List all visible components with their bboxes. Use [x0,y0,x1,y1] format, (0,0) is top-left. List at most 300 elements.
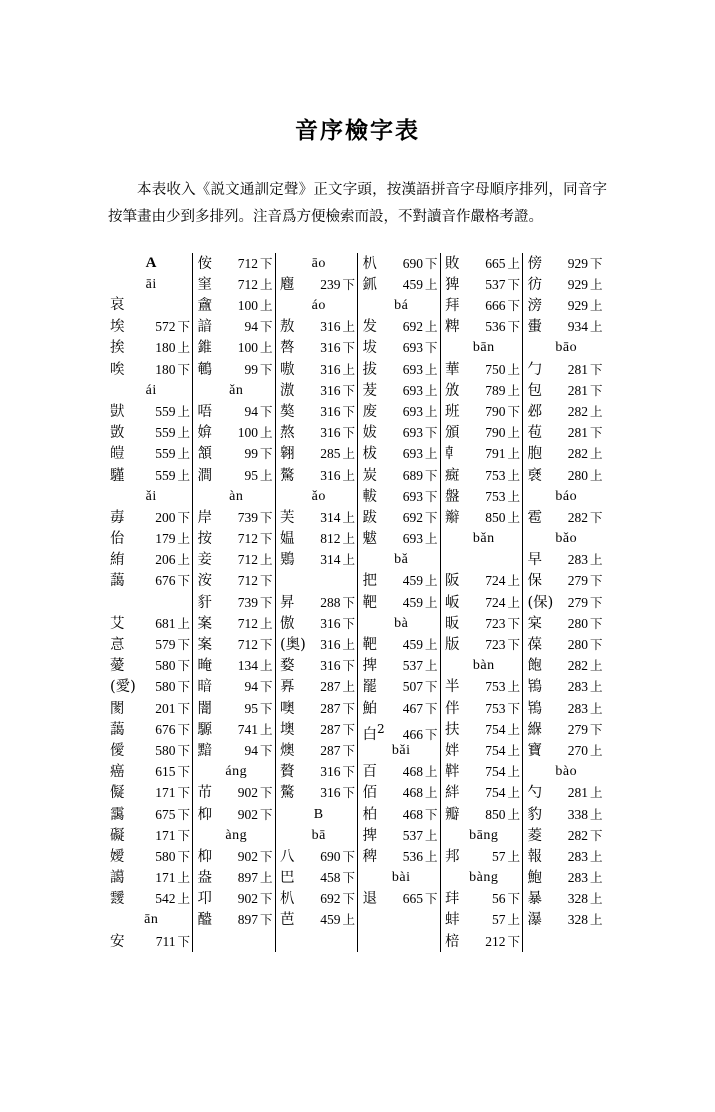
entry-character: 報 [527,848,542,865]
entry-page-position: 下 [259,446,273,462]
index-entry-row [527,443,605,464]
entry-page-number: 675 [155,806,176,822]
pinyin-heading [527,761,605,782]
entry-page-position: 上 [424,637,438,652]
entry-character: 皚 [110,446,125,463]
entry-character: 嬡 [110,848,125,865]
entry-page-number: 180 [155,340,176,356]
entry-character: 靉 [110,891,125,908]
index-entry-row [527,719,605,740]
pinyin-heading [280,253,358,274]
heading-label: bǎ [394,552,409,568]
entry-character: 粺 [444,319,460,336]
entry-page-position: 上 [589,806,603,822]
entry-character: 埃 [110,319,125,336]
entry-character: 華 [444,361,460,378]
entry-character: 毐 [110,509,125,526]
entry-character: 邲 [527,403,542,420]
entry-page-position: 下 [259,319,273,335]
index-entry-row [527,316,605,337]
entry-page-position: 下 [507,700,520,716]
pinyin-heading [280,486,358,507]
entry-character: 捭 [362,658,377,675]
entry-page-number: 459 [402,594,423,610]
entry-page-number: 316 [320,382,341,398]
index-entry-row [445,316,523,337]
entry-page-number: 559 [155,403,176,419]
index-entry-row [280,761,358,782]
entry-page-number: 468 [402,764,423,780]
index-entry-row [280,740,358,761]
entry-page-position: 上 [424,531,438,547]
index-entry-row [197,655,275,676]
entry-page-position: 上 [342,446,355,462]
entry-character: 敖 [279,319,295,336]
index-entry-row [280,507,358,528]
entry-page-number: 283 [567,552,588,568]
entry-character: 獒 [279,403,295,420]
entry-page-position: 下 [507,891,520,907]
entry-page-number: 314 [320,509,341,525]
entry-page-position: 下 [342,594,355,610]
entry-page-number: 580 [155,742,176,758]
index-entry-row [280,592,358,613]
index-entry-row [110,719,192,740]
entry-character: 胞 [527,446,542,463]
heading-label: bàng [469,870,499,886]
entry-character: 蚌 [444,912,460,929]
entry-character: 扶 [444,721,460,738]
entry-page-position: 下 [424,467,438,483]
entry-page-number: 283 [567,679,588,695]
index-entry-row [445,761,523,782]
index-entry-row [197,592,275,613]
index-entry-row [445,676,523,697]
entry-character: (保) [527,594,554,611]
entry-character: 婺 [279,658,295,675]
entry-page-position: 上 [507,573,520,589]
entry-page-number: 328 [567,912,588,928]
entry-page-position: 下 [342,785,355,801]
entry-character: 发 [362,319,377,336]
entry-character: 盤 [444,488,460,505]
pinyin-heading [527,486,605,507]
entry-character: 鴇 [527,700,542,717]
entry-character: 蟗 [527,319,542,336]
index-entry-row [197,443,275,464]
entry-page-position: 上 [177,425,190,441]
entry-page-position: 下 [177,319,190,335]
entry-page-number: 712 [237,552,258,568]
entry-page-position: 上 [589,467,603,483]
index-entry-row [110,825,192,846]
index-entry-row [362,804,440,825]
entry-page-position: 上 [424,361,438,377]
entry-page-number: 287 [320,700,341,716]
index-entry-row [280,274,358,295]
heading-label: bàn [472,658,495,674]
entry-page-position: 下 [342,891,355,907]
entry-page-number: 929 [567,276,588,292]
entry-character: 絠 [110,552,125,569]
entry-page-position: 下 [259,700,273,716]
entry-page-number: 99 [244,361,258,377]
index-entry-row [280,549,358,570]
entry-page-number: 739 [237,594,258,610]
entry-character: 岅 [444,594,460,611]
index-entry-row [197,507,275,528]
entry-page-position: 下 [177,806,190,822]
index-entry-row [197,359,275,380]
index-entry-row [110,676,192,697]
section-letter-heading [110,253,192,274]
entry-page-number: 572 [155,319,176,335]
entry-page-number: 458 [320,870,341,886]
entry-character: 熬 [279,425,295,442]
entry-page-number: 100 [237,340,258,356]
index-entry-row [280,401,358,422]
index-entry-row [527,253,605,274]
entry-page-position: 下 [424,679,438,695]
entry-page-position: 下 [342,615,355,631]
index-entry-row [280,867,358,888]
entry-page-position: 上 [507,594,520,610]
entry-page-number: 789 [485,382,506,398]
entry-page-position: 上 [177,446,190,462]
entry-page-position: 下 [177,827,190,843]
index-entry-row [197,295,275,316]
entry-character: 昄 [444,615,460,632]
entry-page-number: 282 [567,658,588,674]
entry-page-position: 下 [259,255,273,271]
index-entry-row [527,655,605,676]
entry-page-number: 754 [485,742,506,758]
entry-page-position: 下 [259,785,273,801]
entry-page-position: 下 [589,361,603,377]
entry-page-number: 280 [567,615,588,631]
index-entry-row [280,719,358,740]
entry-character: 拔 [362,361,377,378]
entry-page-number: 94 [244,679,258,695]
entry-page-number: 739 [237,509,258,525]
entry-page-position: 下 [507,276,520,292]
entry-page-position: 上 [424,594,438,610]
index-entry-row [362,316,440,337]
index-entry-row [362,888,440,909]
entry-character: 頒 [444,425,460,442]
entry-page-number: 467 [402,700,423,716]
heading-label: ǎo [311,488,326,504]
heading-label: āi [145,276,157,292]
entry-page-number: 559 [155,467,176,483]
entry-character: 捭 [362,827,377,844]
entry-page-position: 上 [177,403,190,419]
entry-page-number: 507 [402,679,423,695]
entry-page-position: 下 [424,255,438,271]
entry-page-number: 902 [237,891,258,907]
entry-page-number: 56 [491,891,506,907]
entry-page-position: 上 [424,446,438,462]
entry-page-number: 754 [485,764,506,780]
entry-page-number: 693 [402,361,423,377]
entry-page-position: 下 [177,848,190,864]
pinyin-heading [110,274,192,295]
entry-character: 芙 [279,509,295,526]
entry-page-number: 666 [485,298,506,313]
entry-page-number: 338 [567,806,588,822]
entry-page-position: 下 [342,870,355,886]
index-entry-row [527,782,605,803]
entry-page-position: 下 [507,637,520,652]
entry-character: 藹 [110,721,125,738]
entry-page-number: 692 [402,509,423,525]
index-entry-row [197,337,275,358]
entry-page-position: 上 [259,870,273,886]
entry-page-position: 下 [259,912,273,928]
entry-character: 芇 [197,785,212,802]
entry-page-position: 下 [342,658,355,674]
index-entry-row [197,804,275,825]
entry-character: 挨 [110,340,125,357]
entry-page-position: 上 [342,319,355,335]
entry-page-number: 929 [567,255,588,271]
entry-page-number: 180 [155,361,176,377]
entry-page-number: 281 [567,425,588,441]
entry-character: 靄 [110,806,125,823]
entry-page-number: 750 [485,361,506,377]
entry-page-position: 上 [259,658,273,674]
entry-page-number: 724 [485,573,506,589]
index-entry-row [527,698,605,719]
entry-character: 版 [444,637,460,653]
entry-page-position: 上 [259,276,273,292]
entry-page-number: 902 [237,785,258,801]
index-entry-row [197,676,275,697]
entry-page-position: 下 [177,573,190,589]
entry-page-position: 上 [424,848,438,864]
entry-character: 礙 [110,827,125,844]
entry-page-position: 上 [507,446,520,462]
heading-label: bǎo [555,531,578,547]
pinyin-heading [110,486,192,507]
index-entry-row [527,507,605,528]
index-entry-row [445,592,523,613]
entry-page-position: 上 [589,276,603,292]
entry-page-number: 280 [567,637,588,652]
pinyin-heading [197,380,275,401]
index-entry-row [110,316,192,337]
entry-page-number: 681 [155,615,176,631]
index-entry-row [445,846,523,867]
pinyin-heading [445,655,523,676]
entry-character: 洝 [197,573,212,590]
index-entry-row [197,782,275,803]
heading-label: àng [225,827,248,843]
entry-page-position: 下 [424,340,438,356]
entry-character: 晻 [197,658,212,675]
entry-page-number: 693 [402,531,423,547]
entry-page-number: 712 [237,255,258,271]
entry-page-number: 179 [155,531,176,547]
index-entry-row [527,380,605,401]
entry-character: 騵 [197,721,212,738]
index-entry-row [110,359,192,380]
index-entry-row [197,274,275,295]
entry-page-number: 723 [485,637,506,652]
index-entry-row [362,337,440,358]
entry-page-number: 536 [402,848,423,864]
entry-page-number: 753 [485,679,506,695]
entry-page-position: 上 [507,785,520,801]
index-entry-row [362,570,440,591]
entry-page-position: 下 [589,425,603,441]
index-entry-row [362,486,440,507]
heading-label: áng [225,764,248,780]
entry-page-position: 下 [589,509,603,525]
entry-page-position: 下 [507,298,520,313]
heading-label: ǎn [229,382,244,398]
entry-character: 朳 [362,255,377,272]
entry-page-position: 下 [259,509,273,525]
entry-character: 癌 [110,764,125,781]
index-entry-row [527,359,605,380]
index-entry-row [197,316,275,337]
entry-page-position: 下 [424,700,438,716]
entry-page-position: 下 [342,340,355,356]
entry-page-position: 上 [424,403,438,419]
entry-page-position: 下 [342,276,355,292]
pinyin-heading [362,613,440,634]
index-entry-row [445,295,523,316]
entry-page-position: 下 [342,403,355,419]
entry-page-number: 754 [485,785,506,801]
index-entry-row [197,549,275,570]
entry-character: 坺 [362,340,377,357]
entry-page-position: 上 [507,509,520,525]
index-entry-row [362,507,440,528]
entry-page-number: 897 [237,870,258,886]
index-entry-row [110,295,192,316]
entry-character: 鴇 [527,679,542,696]
index-entry-row [110,782,192,803]
entry-page-position: 上 [259,298,273,313]
entry-page-number: 676 [155,573,176,589]
entry-character: 傍 [527,255,542,272]
entry-character: 飽 [527,658,542,675]
entry-page-number: 95 [244,467,258,483]
index-entry-row [110,761,192,782]
entry-character: 媕 [197,425,212,442]
heading-label: bā [311,827,326,843]
entry-character: 巴 [279,870,295,887]
heading-label: áo [311,298,326,313]
entry-character: 案 [197,615,212,632]
entry-page-position: 下 [589,255,603,271]
entry-page-position: 上 [259,721,273,737]
entry-page-number: 270 [567,742,588,758]
heading-label: bāng [469,827,499,843]
index-entry-row [527,804,605,825]
entry-page-position: 下 [259,594,273,610]
index-entry-row [197,888,275,909]
index-entry-row [527,465,605,486]
entry-page-number: 279 [567,721,588,737]
pinyin-heading [197,486,275,507]
entry-character: (愛) [110,679,136,696]
entry-page-number: 285 [320,446,341,462]
entry-character: 薆 [110,658,125,675]
index-entry-row [280,613,358,634]
page-title: 音序檢字表 [295,117,420,144]
entry-page-position: 上 [507,848,520,864]
entry-page-number: 316 [320,425,341,441]
entry-character: 豹 [527,806,542,823]
entry-page-position: 上 [507,488,520,504]
index-entry-row [110,401,192,422]
intro-text: 本表收入《説文通訓定聲》正文字頭，按漢語拼音字母順序排列，同音字按筆畫由少到多排列。注音爲方便檢索而設，不對讀音作嚴格考證。 [108,182,607,225]
entry-character: 鵪 [197,361,212,378]
entry-character: 八 [279,848,295,865]
spacer-row [280,570,358,591]
entry-page-position: 下 [259,573,273,589]
entry-character: 窐 [197,276,212,293]
entry-page-position: 上 [589,742,603,758]
index-entry-row [445,570,523,591]
entry-page-position: 上 [177,870,190,886]
entry-character: 哀 [110,297,125,313]
index-entry-row [445,486,523,507]
entry-character: 佁 [110,531,125,548]
entry-character: 保 [527,573,542,590]
pinyin-heading [527,528,605,549]
index-entry-row [280,888,358,909]
entry-page-position: 上 [507,425,520,441]
index-entry-row [197,570,275,591]
entry-page-position: 上 [259,425,273,441]
pinyin-heading [197,761,275,782]
index-entry-row [197,867,275,888]
entry-page-position: 下 [589,721,603,737]
entry-page-position: 上 [424,658,438,674]
heading-label: bà [394,615,409,631]
heading-label: bān [472,340,495,356]
pinyin-heading [110,909,192,930]
entry-page-position: 下 [259,679,273,695]
entry-character: (奥) [279,637,306,653]
entry-character: 雹 [527,509,542,526]
entry-page-number: 201 [155,700,176,716]
entry-page-number: 693 [402,425,423,441]
entry-page-position: 下 [259,361,273,377]
entry-page-number: 316 [320,637,341,652]
entry-page-number: 171 [155,785,176,801]
entry-page-number: 287 [320,742,341,758]
index-entry-row [197,909,275,930]
entry-page-position: 下 [507,403,520,419]
entry-page-position: 下 [177,361,190,377]
entry-page-number: 282 [567,403,588,419]
entry-page-number: 615 [155,764,176,780]
entry-page-number: 902 [237,806,258,822]
index-entry-row [445,274,523,295]
index-entry-row [110,507,192,528]
entry-character: 按 [197,531,212,548]
entry-page-number: 94 [244,403,258,419]
entry-character: 侒 [197,255,212,272]
heading-label: bǎi [391,742,411,758]
index-entry-row [280,634,358,655]
entry-page-number: 724 [485,594,506,610]
